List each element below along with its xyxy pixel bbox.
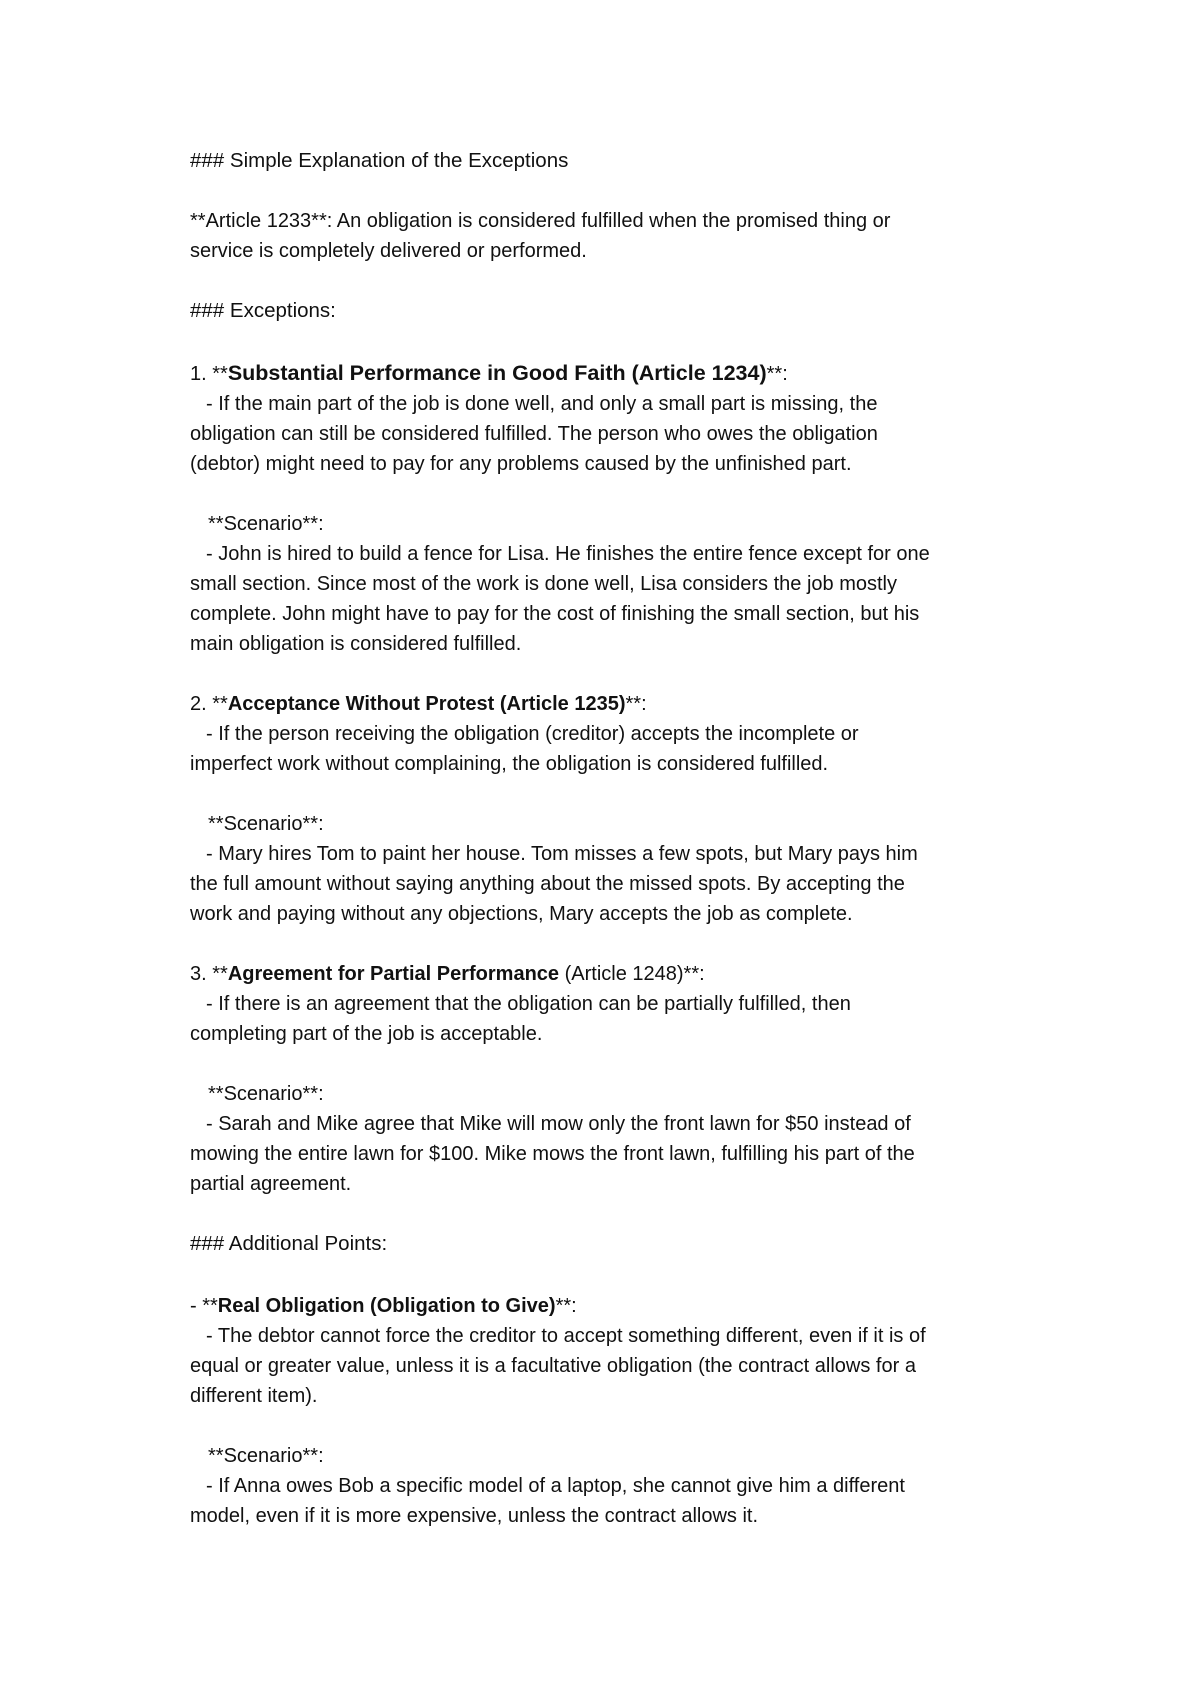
- exception-1-line-1: - If the main part of the job is done well, and only a small part is missing, the: [206, 393, 878, 415]
- exception-3-scenario-label: **Scenario**:: [208, 1083, 324, 1105]
- exception-1-scenario-label: **Scenario**:: [208, 513, 324, 535]
- additional-point-suffix: **:: [555, 1295, 577, 1317]
- exception-3-line-1: - If there is an agreement that the obligation can be partially fulfilled, then: [206, 993, 851, 1015]
- exception-1-suffix: **:: [766, 363, 788, 385]
- article-1233-line-2: service is completely delivered or performed.: [190, 240, 587, 262]
- exception-1-line-2: obligation can still be considered fulfilled. The person who owes the obligation: [190, 423, 878, 445]
- exception-3-scenario-line-1: - Sarah and Mike agree that Mike will mow only the front lawn for $50 instead of: [206, 1113, 911, 1135]
- exception-3-suffix: (Article 1248)**:: [559, 963, 705, 985]
- additional-point-scenario-label: **Scenario**:: [208, 1445, 324, 1467]
- exception-1-number: 1. **: [190, 363, 228, 385]
- exception-2-heading: [190, 689, 1050, 719]
- exception-2-scenario-line-2: the full amount without saying anything about the missed spots. By accepting the: [190, 873, 905, 895]
- exceptions-heading: ### Exceptions:: [190, 299, 336, 322]
- additional-point-heading: [190, 1291, 1050, 1321]
- exception-1-scenario-line-2: small section. Since most of the work is done well, Lisa considers the job mostly: [190, 573, 897, 595]
- exception-1-scenario-line-3: complete. John might have to pay for the cost of finishing the small section, but his: [190, 603, 920, 625]
- exception-2-number: 2. **: [190, 693, 228, 715]
- exception-2-scenario-line-1: - Mary hires Tom to paint her house. Tom misses a few spots, but Mary pays him: [206, 843, 918, 865]
- exception-1-line-3: (debtor) might need to pay for any problems caused by the unfinished part.: [190, 453, 852, 475]
- exception-2-line-2: imperfect work without complaining, the obligation is considered fulfilled.: [190, 753, 829, 775]
- additional-point-scenario-line-1: - If Anna owes Bob a specific model of a laptop, she cannot give him a different: [206, 1475, 905, 1497]
- additional-point-scenario-line-2: model, even if it is more expensive, unless the contract allows it.: [190, 1505, 759, 1527]
- exception-1-heading: [190, 358, 1050, 389]
- exception-2-suffix: **:: [625, 693, 647, 715]
- exception-3-line-2: completing part of the job is acceptable.: [190, 1023, 543, 1045]
- exception-2-title: Acceptance Without Protest (Article 1235): [227, 693, 626, 715]
- exception-1-scenario-line-4: main obligation is considered fulfilled.: [190, 633, 522, 655]
- additional-point-line-3: different item).: [190, 1385, 318, 1407]
- additional-point-line-2: equal or greater value, unless it is a facultative obligation (the contract allows for a: [190, 1355, 916, 1377]
- document-title: ### Simple Explanation of the Exceptions: [190, 149, 569, 172]
- exception-2-scenario-label: **Scenario**:: [208, 813, 324, 835]
- additional-point-prefix: - **: [190, 1295, 218, 1317]
- exception-2-line-1: - If the person receiving the obligation (creditor) accepts the incomplete or: [206, 723, 859, 745]
- exception-1-title: Substantial Performance in Good Faith (Article 1234): [227, 361, 767, 385]
- exception-3-heading: [190, 959, 1050, 989]
- exception-1-scenario-line-1: - John is hired to build a fence for Lisa. He finishes the entire fence except for one: [206, 543, 930, 565]
- additional-point-title: Real Obligation (Obligation to Give): [217, 1295, 556, 1317]
- exception-3-scenario-line-3: partial agreement.: [190, 1173, 352, 1195]
- exception-3-number: 3. **: [190, 963, 228, 985]
- exception-3-scenario-line-2: mowing the entire lawn for $100. Mike mows the front lawn, fulfilling his part of the: [190, 1143, 915, 1165]
- additional-point-line-1: - The debtor cannot force the creditor to accept something different, even if it is of: [206, 1325, 926, 1347]
- exception-3-title: Agreement for Partial Performance: [227, 963, 560, 985]
- article-1233-line-1: **Article 1233**: An obligation is considered fulfilled when the promised thing or: [190, 210, 891, 232]
- additional-points-heading: ### Additional Points:: [190, 1232, 388, 1255]
- exception-2-scenario-line-3: work and paying without any objections, Mary accepts the job as complete.: [190, 903, 853, 925]
